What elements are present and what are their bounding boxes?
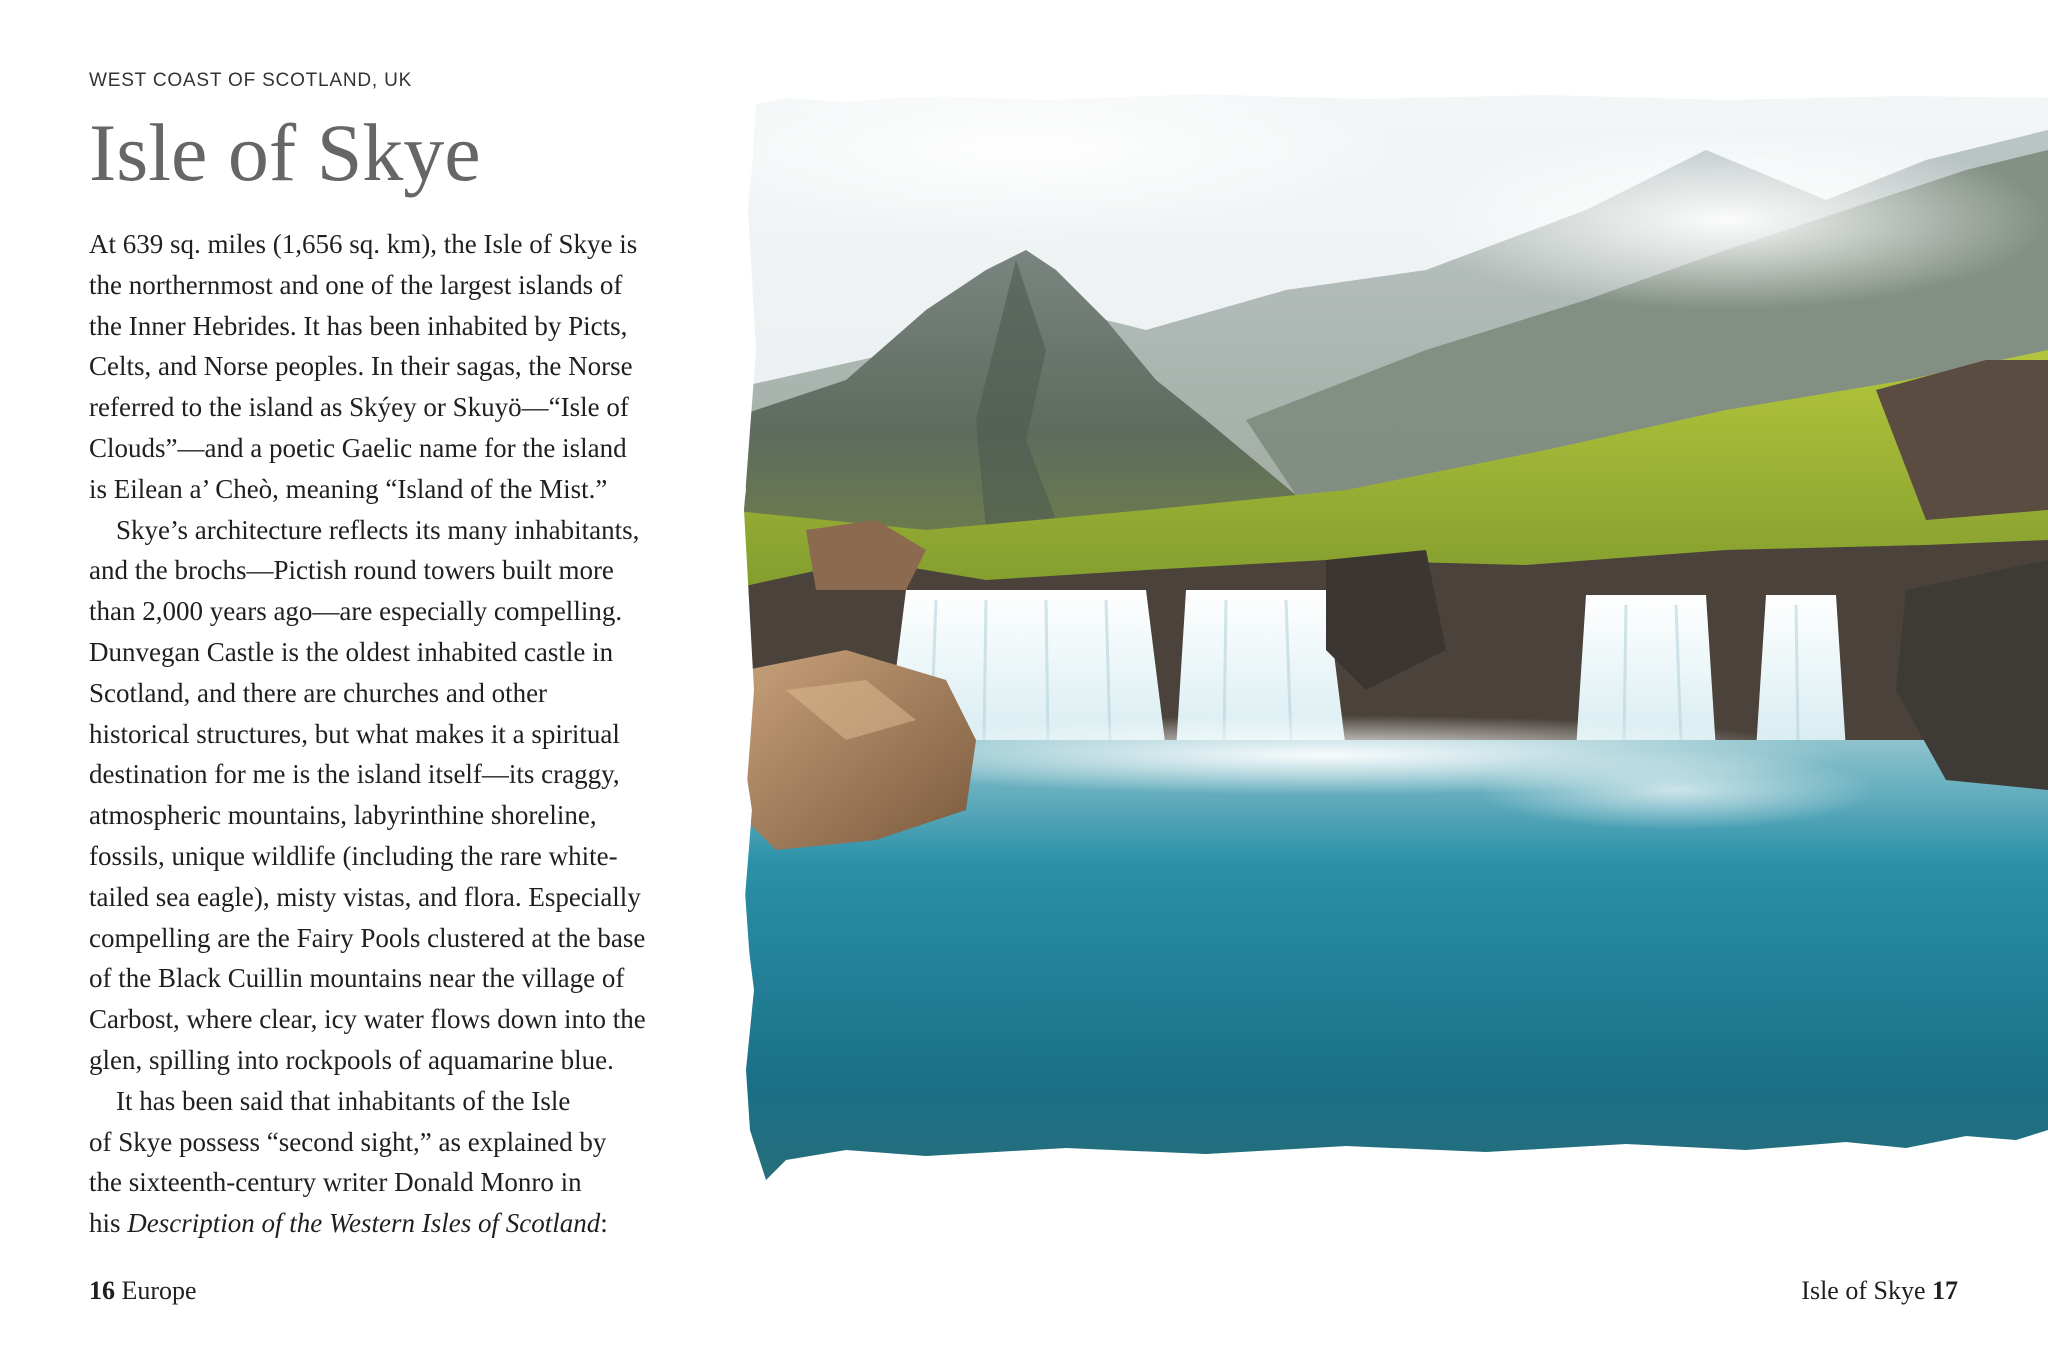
page-number: 16 [89,1276,115,1305]
text-line-last [89,1203,709,1244]
text-line: Skye’s architecture reflects its many inhabitants, [116,514,640,545]
text-line: compelling are the Fairy Pools clustered at the base [89,922,646,953]
text-line: destination for me is the island itself—its craggy, [89,759,620,790]
book-title-italic: Description of the Western Isles of Scotland [127,1208,601,1239]
page-title: Isle of Skye [89,107,481,198]
text-line: the sixteenth-century writer Donald Monro in [89,1167,582,1198]
text-line: than 2,000 years ago—are especially compelling. [89,596,623,627]
text-line: of Skye possess “second sight,” as explained by [89,1126,607,1157]
text-line: fossils, unique wildlife (including the rare white- [89,840,618,871]
text-line: is Eilean a’ Cheò, meaning “Island of the Mist.” [89,473,608,504]
landscape-illustration [726,90,2048,1230]
waterfall-photo [726,90,2048,1230]
folio-left [89,1276,197,1306]
folio-right [1801,1276,1958,1306]
text-line: of the Black Cuillin mountains near the village of [89,963,625,994]
text-line: the Inner Hebrides. It has been inhabited by Picts, [89,310,628,341]
text-line: It has been said that inhabitants of the Isle [116,1085,571,1116]
body-text [89,224,709,1244]
text-line: atmospheric mountains, labyrinthine shoreline, [89,800,597,831]
text-line: Clouds”—and a poetic Gaelic name for the island [89,432,627,463]
paragraph-3 [89,1081,709,1244]
text-line: the northernmost and one of the largest islands of [89,269,623,300]
section-name: Isle of Skye [1801,1276,1932,1305]
text-line: glen, spilling into rockpools of aquamarine blue. [89,1044,614,1075]
text-line: At 639 sq. miles (1,656 sq. km), the Isle of Skye is [89,229,638,259]
paragraph-2 [89,510,709,1081]
text-line: historical structures, but what makes it a spiritual [89,718,620,749]
text-line: Celts, and Norse peoples. In their sagas, the Norse [89,351,633,382]
text-line: tailed sea eagle), misty vistas, and flora. Especially [89,881,641,912]
page-number: 17 [1932,1276,1958,1305]
text-line: Dunvegan Castle is the oldest inhabited castle in [89,636,614,667]
text-fragment: : [600,1208,608,1239]
text-line: referred to the island as Skýey or Skuyö—“Isle of [89,392,629,423]
text-line: Scotland, and there are churches and other [89,677,548,708]
paragraph-1 [89,224,709,510]
text-line: Carbost, where clear, icy water flows down into the [89,1004,646,1035]
location-kicker: WEST COAST OF SCOTLAND, UK [89,70,413,91]
text-line: and the brochs—Pictish round towers built more [89,555,614,586]
text-fragment: his [89,1208,128,1239]
left-page [0,0,720,1353]
section-name: Europe [115,1276,197,1305]
